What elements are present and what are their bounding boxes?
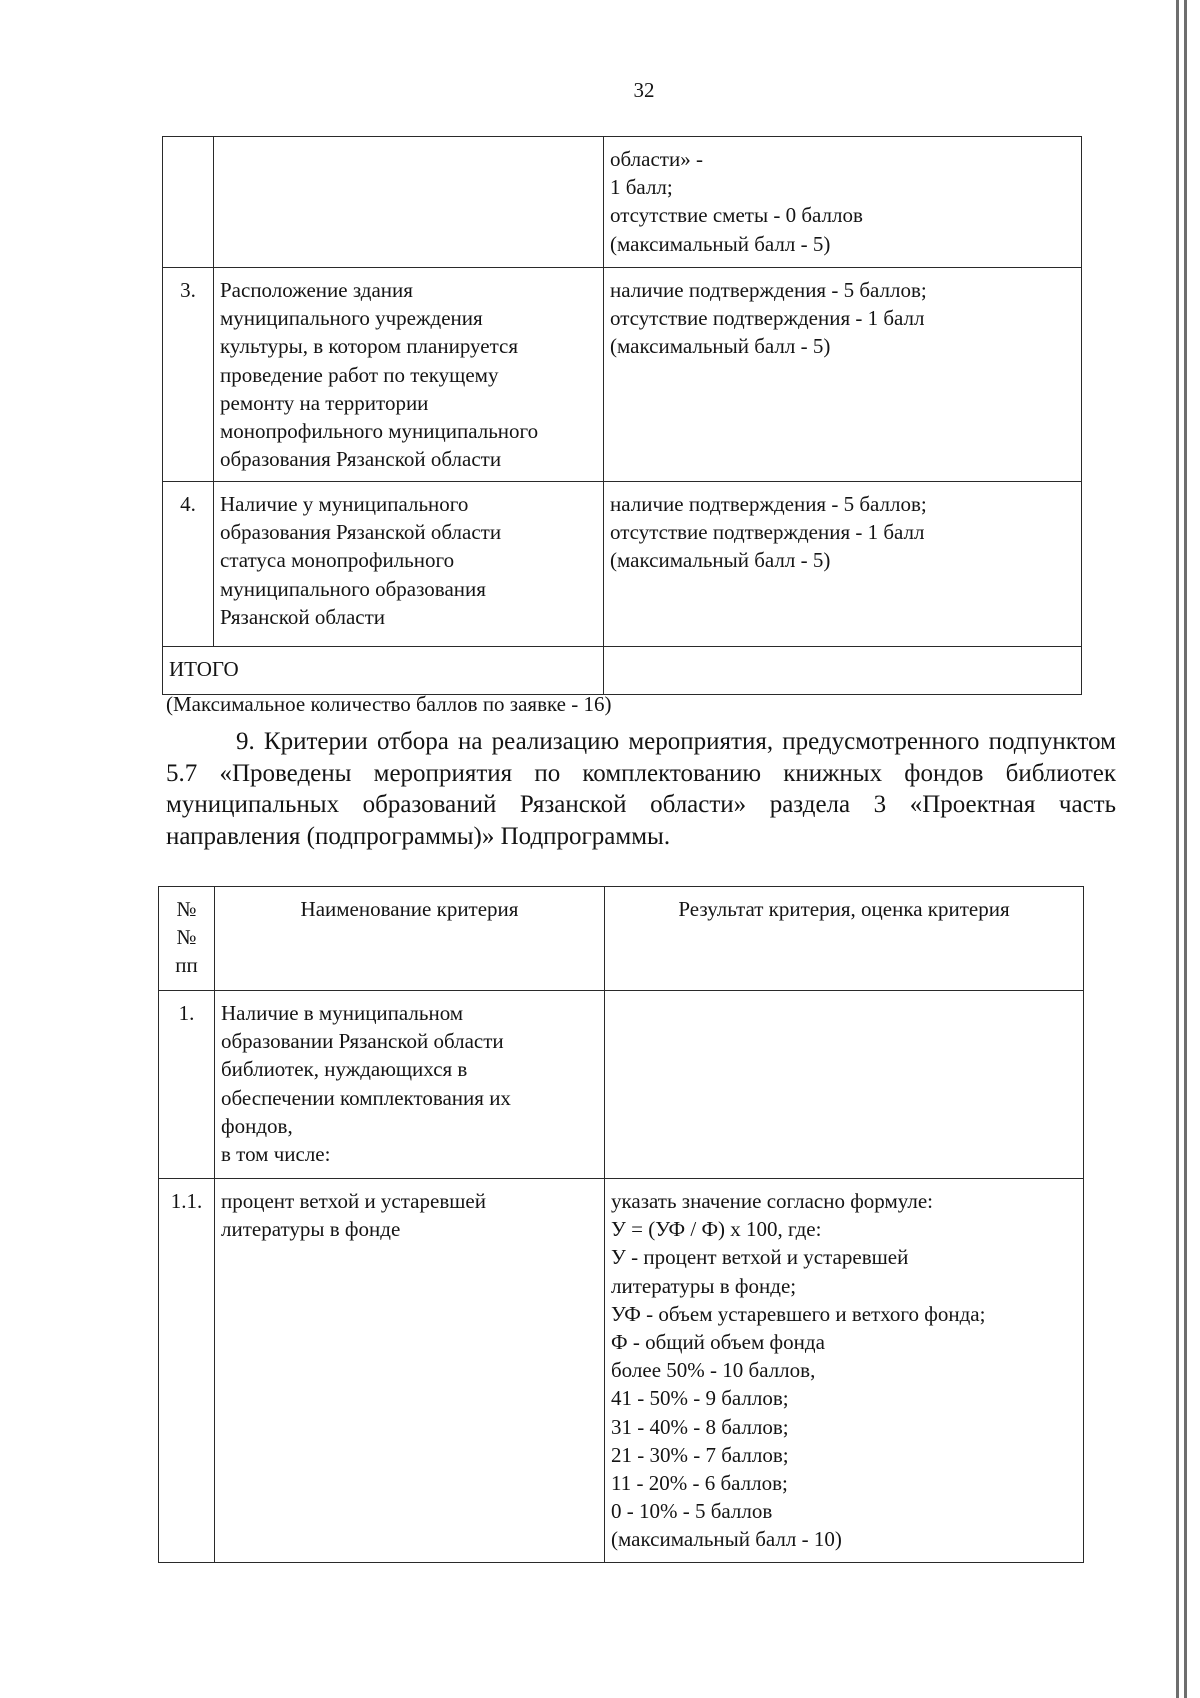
criterion-result [604, 991, 1083, 1178]
table-header-row [159, 887, 1083, 991]
row-number [163, 137, 213, 267]
header-criterion-result: Результат критерия, оценка критерия [604, 887, 1083, 990]
row-number: 4. [180, 492, 196, 516]
scan-edge-line [1184, 0, 1187, 1698]
total-value [603, 647, 1081, 694]
table-row [159, 991, 1083, 1179]
page-number: 32 [633, 78, 655, 102]
criterion-result: наличие подтверждения - 5 баллов; отсутствие подтверждения - 1 балл (максимальный балл - 5) [603, 268, 1081, 481]
total-row [163, 647, 1081, 695]
criterion-name [213, 137, 603, 267]
section-9-text: 9. Критерии отбора на реализацию мероприятия, предусмотренного подпунктом 5.7 «Проведены мероприятия по комплектованию книжных фондов библиотек муниципальных образований Рязанской области» раздела 3 «Проектная часть направления (подпрограммы)» Подпрограммы. [166, 728, 1116, 850]
total-label: ИТОГО [169, 657, 239, 681]
criterion-result: области» - 1 балл; отсутствие сметы - 0 баллов (максимальный балл - 5) [603, 137, 1081, 267]
header-number: № № пп [175, 897, 198, 978]
criterion-name: Расположение здания муниципального учреждения культуры, в котором планируется проведение работ по текущему ремонту на территории монопрофильного муниципального образования Рязанской области [213, 268, 603, 481]
criterion-result: наличие подтверждения - 5 баллов; отсутствие подтверждения - 1 балл (максимальный балл - 5) [603, 482, 1081, 646]
table-row [163, 482, 1081, 647]
criterion-name: Наличие в муниципальном образовании Рязанской области библиотек, нуждающихся в обеспечении комплектования их фондов, в том числе: [214, 991, 604, 1178]
header-criterion-name: Наименование критерия [214, 887, 604, 990]
row-number: 1.1. [170, 1189, 203, 1213]
criteria-table-1 [162, 136, 1082, 695]
max-score-note: (Максимальное количество баллов по заявке - 16) [166, 692, 612, 716]
table-row [163, 268, 1081, 482]
section-9-paragraph [166, 726, 1116, 852]
criterion-name: Наличие у муниципального образования Рязанской области статуса монопрофильного муниципального образования Рязанской области [213, 482, 603, 646]
row-number: 1. [178, 1001, 195, 1025]
criterion-result: указать значение согласно формуле: У = (УФ / Ф) х 100, где: У - процент ветхой и устаревшей литературы в фонде; УФ - объем устаревшего и ветхого фонда; Ф - общий объем фонда более 50% - 10 баллов, 41 - 50% - 9 баллов; 31 - 40% - 8 баллов; 21 - 30% - 7 баллов; 11 - 20% - 6 баллов; 0 - 10% - 5 баллов (максимальный балл - 10) [604, 1179, 1083, 1562]
table-row [159, 1179, 1083, 1563]
scan-edge-line [1176, 0, 1179, 1698]
criterion-name: процент ветхой и устаревшей литературы в фонде [214, 1179, 604, 1562]
table-row [163, 137, 1081, 268]
row-number: 3. [180, 278, 196, 302]
criteria-table-2 [158, 886, 1084, 1563]
